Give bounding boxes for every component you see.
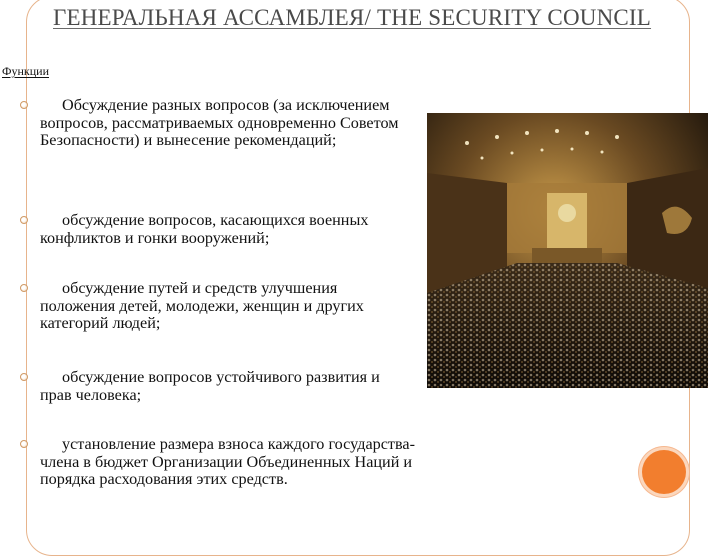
bullet-marker-icon [20, 373, 28, 381]
bullet-item: обсуждение путей и средств улучшения положения детей, молодежи, женщин и других категорий людей; [40, 279, 364, 332]
bullet-item: обсуждение вопросов устойчивого развития и прав человека; [40, 368, 380, 404]
bullet-item: обсуждение вопросов, касающихся военных конфликтов и гонки вооружений; [40, 211, 369, 247]
assembly-hall-photo [427, 113, 708, 388]
orange-circle-decoration [642, 450, 686, 494]
slide-subtitle: Функции [2, 64, 49, 78]
bullet-item: Обсуждение разных вопросов (за исключением вопросов, рассматриваемых одновременно Советом Безопасности) и вынесение рекомендаций; [40, 96, 399, 149]
bullet-marker-icon [20, 216, 28, 224]
bullet-marker-icon [20, 101, 28, 109]
slide-title: ГЕНЕРАЛЬНАЯ АССАМБЛЕЯ/ THE SECURITY COUNCIL [53, 5, 652, 30]
bullet-marker-icon [20, 284, 28, 292]
bullet-marker-icon [20, 440, 28, 448]
assembly-hall-image [427, 113, 708, 388]
bullet-item: установление размера взноса каждого государства-члена в бюджет Организации Объединенных Наций и порядка расходования этих средств. [40, 435, 416, 488]
